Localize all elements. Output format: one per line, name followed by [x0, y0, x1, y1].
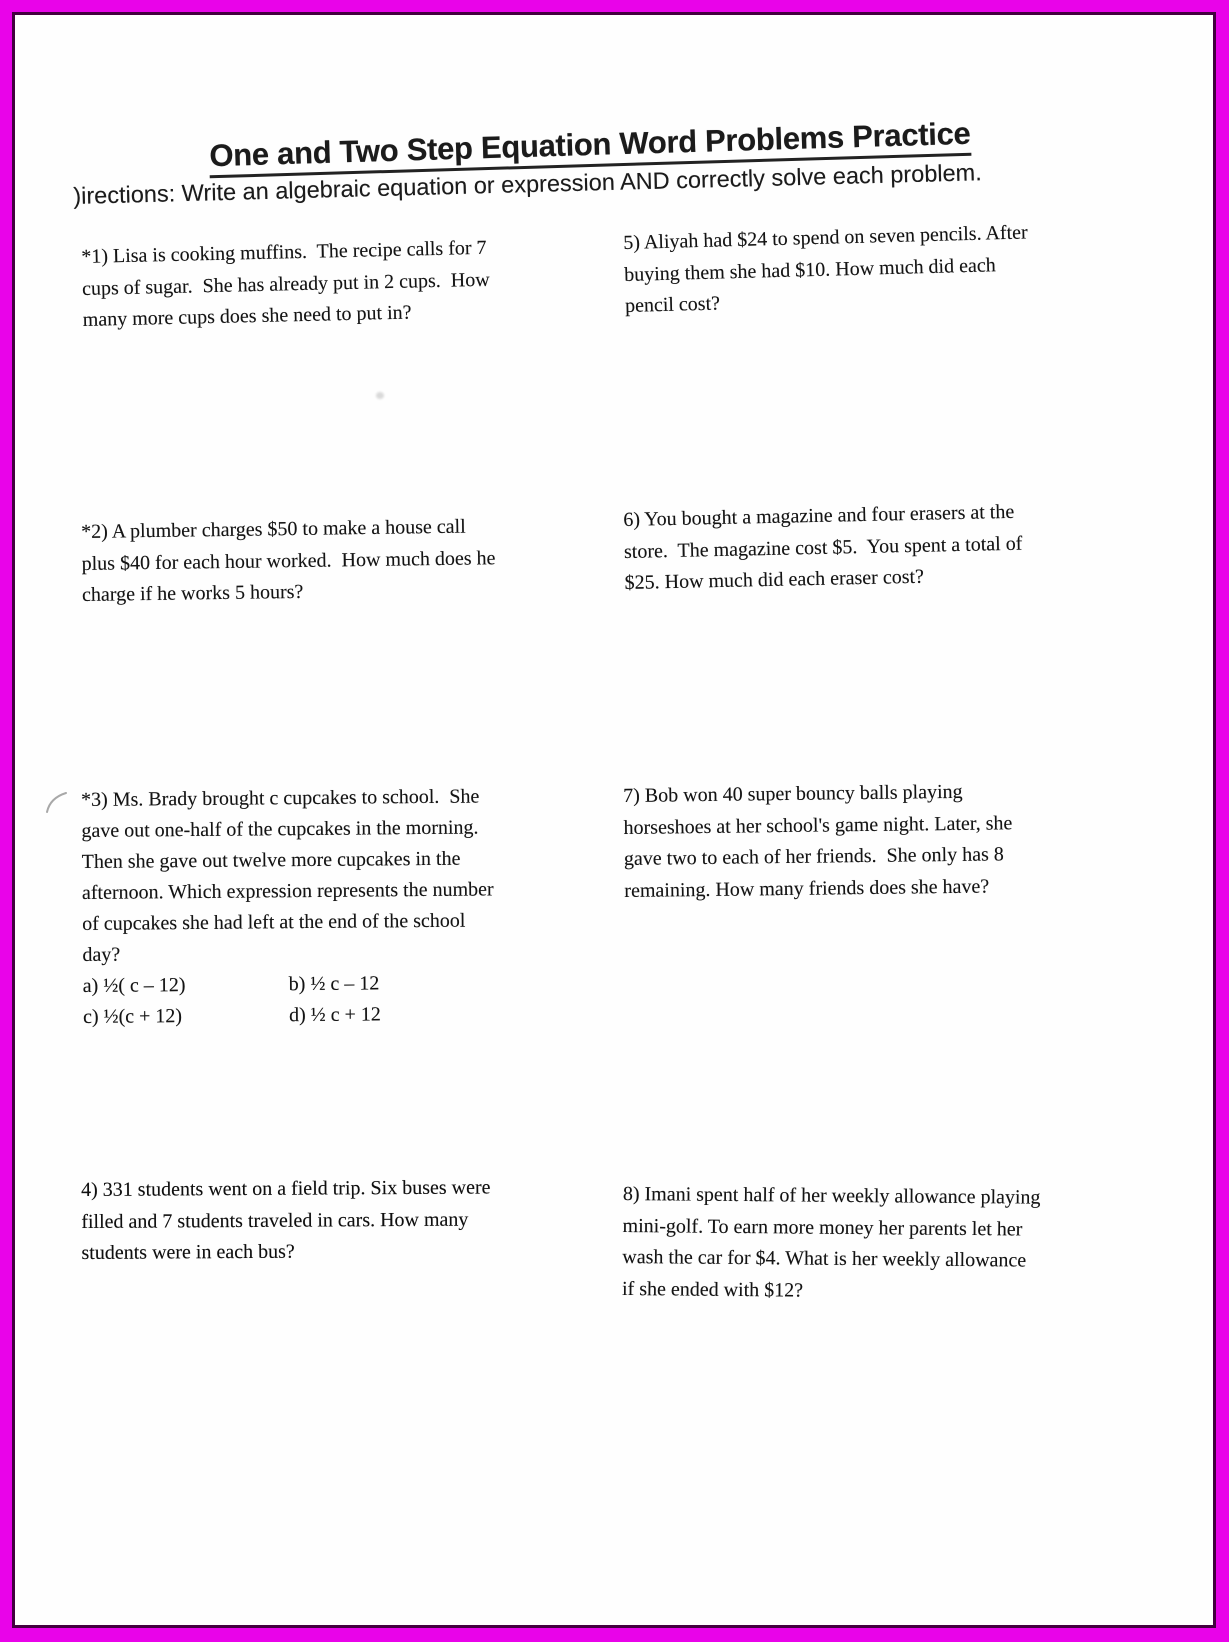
problem-3-choices-row-1 [83, 967, 588, 1002]
problem-5-text: 5) Aliyah had $24 to spend on seven pencils. After buying them she had $10. How much did each pencil cost? [623, 221, 1028, 317]
problem-1 [81, 231, 588, 337]
problem-6-text: 6) You bought a magazine and four erasers at the store. The magazine cost $5. You spent a total of $25. How much did each eraser cost? [623, 500, 1023, 594]
choice-a: a) ½( c – 12) [82, 974, 186, 997]
problem-7 [623, 775, 1145, 907]
problem-4 [81, 1172, 587, 1270]
problem-3-text: *3) Ms. Brady brought c cupcakes to school. She gave out one-half of the cupcakes in the morning. Then she gave out twelve more cupcakes in the afternoon. Which expression represents the number of cupcakes she had left at the end of the school day? [81, 785, 494, 966]
pencil-mark-icon [43, 785, 73, 817]
problem-2-text: *2) A plumber charges $50 to make a house call plus $40 for each hour worked. How much does he charge if he works 5 hours? [81, 515, 496, 606]
choice-b: b) ½ c – 12 [288, 972, 380, 996]
page-title-text: One and Two Step Equation Word Problems Practice [209, 116, 971, 179]
worksheet-page [12, 12, 1216, 1628]
directions-line: )irections: Write an algebraic equation or expression AND correctly solve each problem. [73, 159, 983, 209]
choice-d: d) ½ c + 12 [288, 1003, 381, 1027]
problem-2 [81, 510, 587, 612]
problem-1-text: *1) Lisa is cooking muffins. The recipe calls for 7 cups of sugar. She has already put in 2 cups. How many more cups does she need to put in? [81, 236, 490, 331]
problem-7-text: 7) Bob won 40 super bouncy balls playing horseshoes at her school's game night. Later, she gave two to each of her friends. She only has 8 remaining. How many friends does she have? [623, 780, 1013, 902]
problem-8 [622, 1179, 1148, 1310]
choice-c: c) ½(c + 12) [82, 1005, 183, 1028]
problem-5 [623, 214, 1145, 322]
problem-3 [81, 781, 588, 1033]
problem-4-text: 4) 331 students went on a field trip. Six buses were filled and 7 students traveled in cars. How many students were in each bus? [81, 1176, 491, 1264]
problem-8-text: 8) Imani spent half of her weekly allowance playing mini-golf. To earn more money her parents let her wash the car for $4. What is her weekly allowance if she ended with $12? [621, 1182, 1041, 1302]
problem-6 [623, 494, 1145, 599]
scan-speck [376, 392, 384, 399]
problem-3-choices-row-2 [83, 998, 588, 1033]
